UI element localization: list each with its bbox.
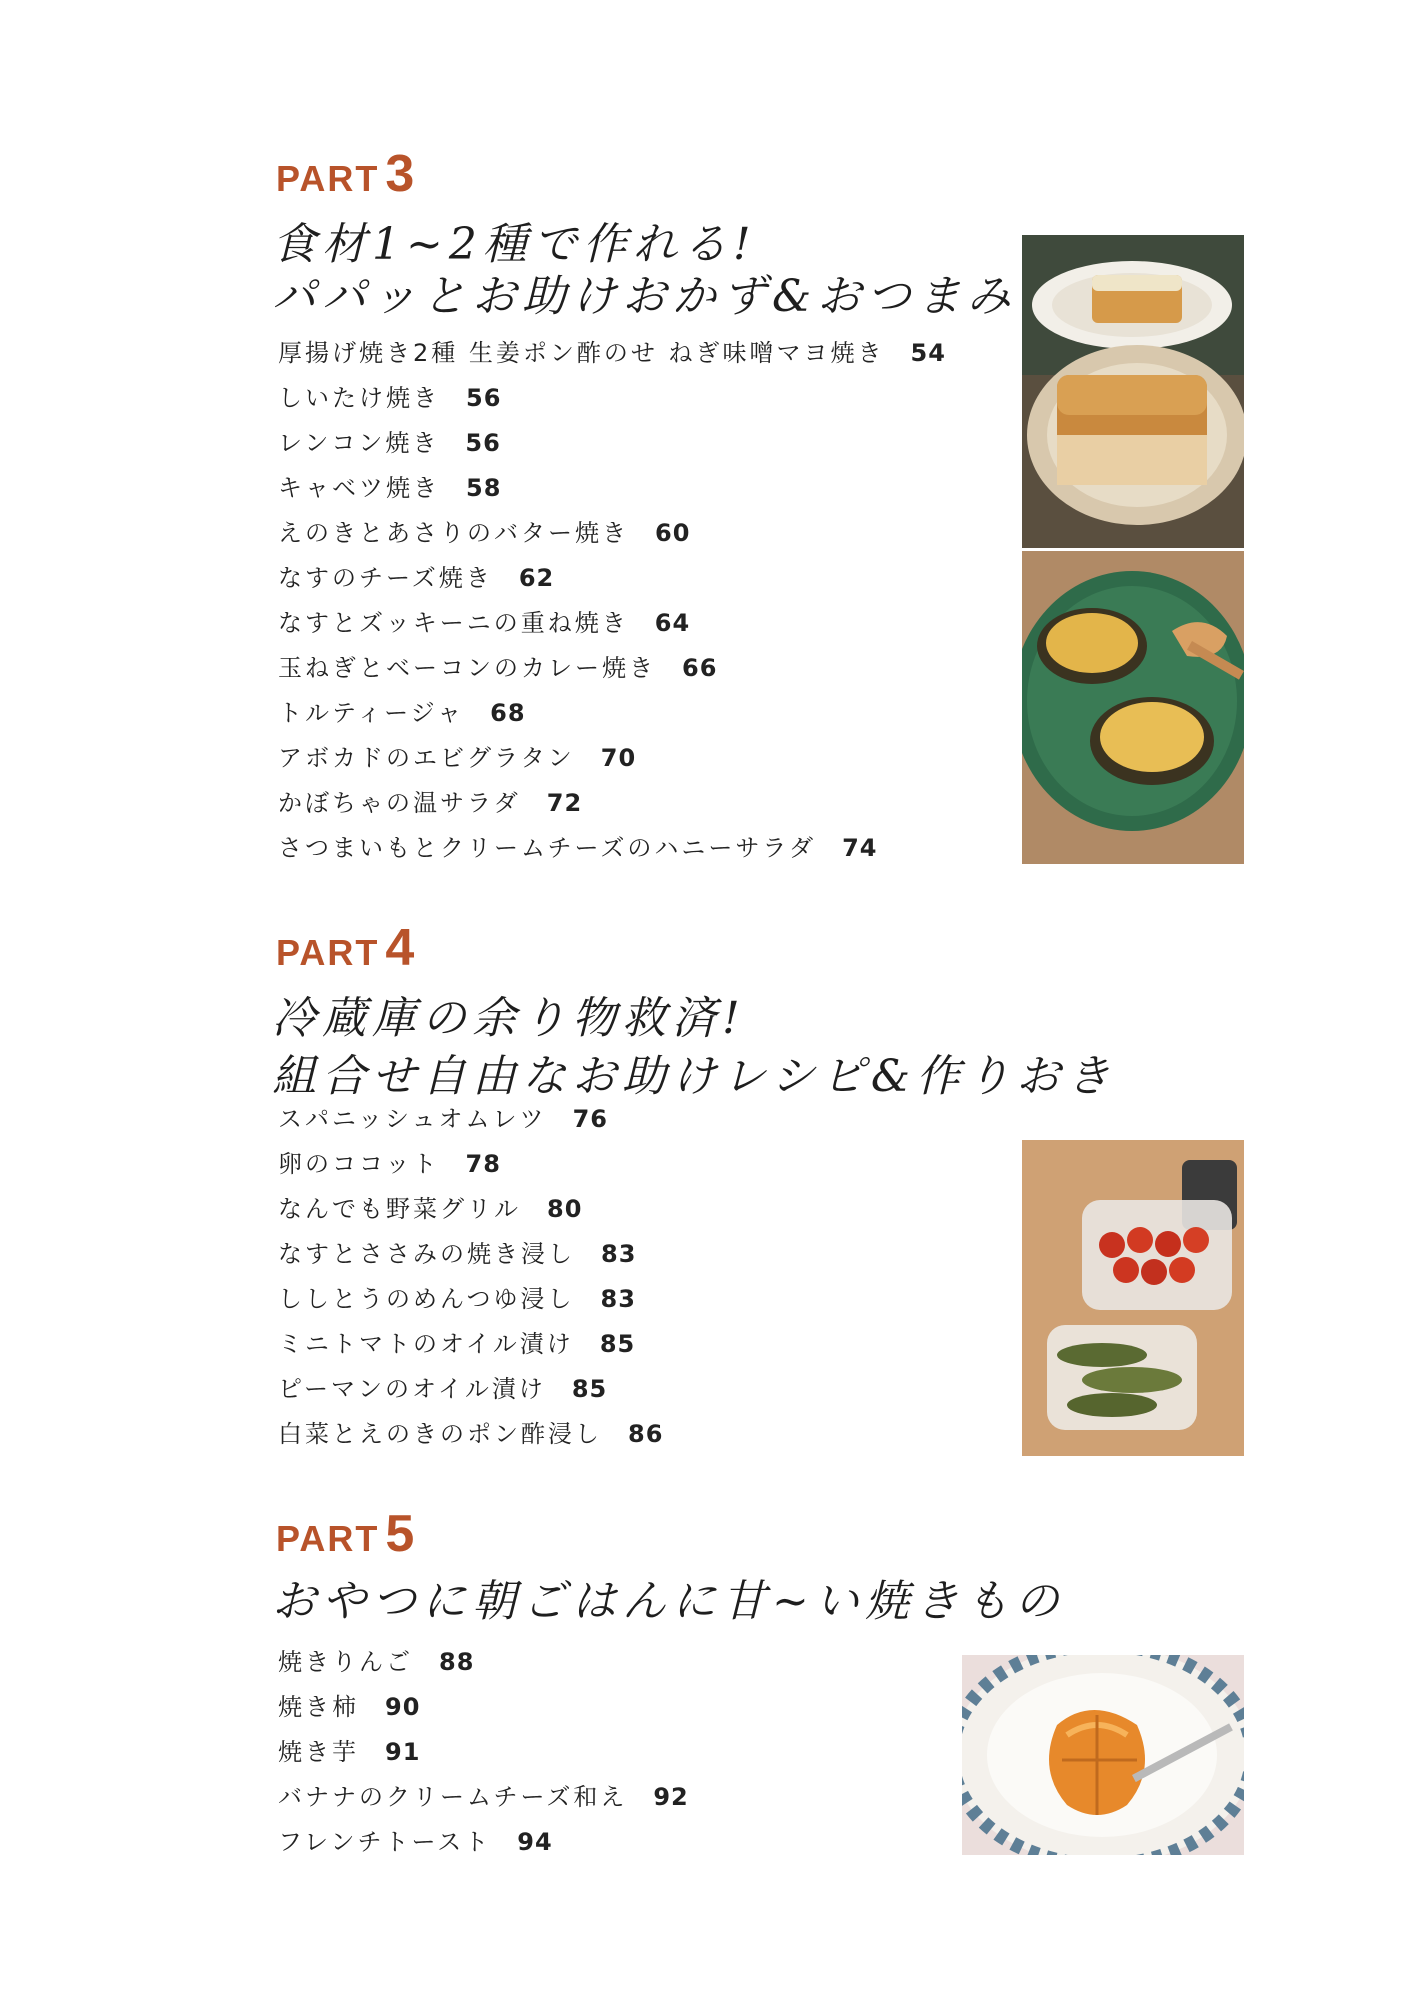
part-5-label bbox=[276, 1504, 416, 1564]
toc-page: 83 bbox=[601, 1240, 637, 1268]
toc-item[interactable] bbox=[278, 1187, 663, 1232]
toc-title: レンコン焼き bbox=[278, 429, 440, 457]
toc-page: 92 bbox=[653, 1783, 689, 1811]
toc-title: ししとうのめんつゆ浸し bbox=[278, 1285, 575, 1313]
toc-title: 卵のココット bbox=[278, 1150, 440, 1178]
toc-title: トルティージャ bbox=[278, 699, 465, 727]
toc-item[interactable] bbox=[278, 736, 946, 781]
toc-page: 91 bbox=[385, 1738, 421, 1766]
toc-title: フレンチトースト bbox=[278, 1828, 492, 1856]
toc-item[interactable] bbox=[278, 511, 946, 556]
part-3-headline-1: 食材1~2種で作れる! bbox=[272, 219, 757, 270]
toc-page: 56 bbox=[466, 384, 502, 412]
toc-item[interactable] bbox=[278, 1730, 689, 1775]
toc-item[interactable] bbox=[278, 1232, 663, 1277]
toc-title: なすとささみの焼き浸し bbox=[278, 1240, 575, 1268]
toc-page: 76 bbox=[572, 1105, 608, 1133]
toc-item[interactable] bbox=[278, 1142, 663, 1187]
toc-title: なすとズッキーニの重ね焼き bbox=[278, 609, 629, 637]
toc-item[interactable] bbox=[278, 646, 946, 691]
toc-page: 66 bbox=[682, 654, 718, 682]
part-3-headline-2: パパッとお助けおかず&おつまみ bbox=[272, 271, 1017, 322]
toc-page: 83 bbox=[600, 1285, 636, 1313]
toc-item[interactable] bbox=[278, 1322, 663, 1367]
toc-item[interactable] bbox=[278, 331, 946, 376]
toc-page: 85 bbox=[571, 1375, 608, 1403]
toc-title: さつまいもとクリームチーズのハニーサラダ bbox=[278, 834, 817, 862]
toc-page: 88 bbox=[439, 1648, 475, 1676]
toc-title: バナナのクリームチーズ和え bbox=[278, 1783, 628, 1811]
toc-page: 80 bbox=[547, 1195, 583, 1223]
toc-title: なすのチーズ焼き bbox=[278, 564, 493, 592]
part-4-label bbox=[276, 918, 416, 978]
part-word: PART bbox=[276, 158, 380, 199]
toc-title: 焼きりんご bbox=[278, 1648, 413, 1676]
toc-item[interactable] bbox=[278, 1820, 689, 1865]
part-3-label bbox=[276, 144, 416, 204]
toc-page: 68 bbox=[490, 699, 526, 727]
toc-item[interactable] bbox=[278, 1775, 689, 1820]
toc-page: 58 bbox=[466, 474, 502, 502]
part-number: 5 bbox=[385, 1505, 417, 1563]
toc-page: 54 bbox=[910, 339, 946, 367]
toc-item[interactable] bbox=[278, 556, 946, 601]
toc-item[interactable] bbox=[278, 1640, 689, 1685]
part-word: PART bbox=[276, 932, 380, 973]
part-5-toc bbox=[278, 1640, 689, 1865]
toc-page: 62 bbox=[518, 564, 555, 592]
part-5-headline-1: おやつに朝ごはんに甘~い焼きもの bbox=[272, 1576, 1065, 1627]
toc-item[interactable] bbox=[278, 376, 946, 421]
toc-page: 56 bbox=[465, 429, 501, 457]
toc-title: 焼き柿 bbox=[278, 1693, 359, 1721]
toc-title: キャベツ焼き bbox=[278, 474, 440, 502]
toc-title: 厚揚げ焼き2種 生姜ポン酢のせ ねぎ味噌マヨ焼き bbox=[278, 339, 885, 367]
part-4-toc bbox=[278, 1097, 663, 1457]
toc-page: 72 bbox=[546, 789, 583, 817]
pickled-vegetables-photo bbox=[1022, 1140, 1244, 1456]
toc-page: 60 bbox=[655, 519, 691, 547]
toc-page: 74 bbox=[842, 834, 878, 862]
toc-title: 玉ねぎとベーコンのカレー焼き bbox=[278, 654, 656, 682]
toc-item[interactable] bbox=[278, 421, 946, 466]
toc-page: 64 bbox=[654, 609, 691, 637]
toc-title: 焼き芋 bbox=[278, 1738, 359, 1766]
toc-item[interactable] bbox=[278, 601, 946, 646]
part-word: PART bbox=[276, 1518, 380, 1559]
toc-page: 86 bbox=[628, 1420, 664, 1448]
toc-title: えのきとあさりのバター焼き bbox=[278, 519, 629, 547]
part-3-toc bbox=[278, 331, 946, 871]
toc-item[interactable] bbox=[278, 826, 946, 871]
toc-title: スパニッシュオムレツ bbox=[278, 1105, 547, 1133]
toc-page: 85 bbox=[599, 1330, 636, 1358]
toc-item[interactable] bbox=[278, 1685, 689, 1730]
toc-page: 78 bbox=[465, 1150, 501, 1178]
toc-title: なんでも野菜グリル bbox=[278, 1195, 521, 1223]
toc-item[interactable] bbox=[278, 1367, 663, 1412]
toc-title: しいたけ焼き bbox=[278, 384, 440, 412]
part-4-headline-1: 冷蔵庫の余り物救済! bbox=[272, 993, 746, 1044]
toc-item[interactable] bbox=[278, 691, 946, 736]
toc-title: かぼちゃの温サラダ bbox=[278, 789, 521, 817]
toc-title: ピーマンのオイル漬け bbox=[278, 1375, 546, 1403]
toc-page: 90 bbox=[385, 1693, 421, 1721]
part-number: 4 bbox=[385, 919, 417, 977]
toc-page: 94 bbox=[517, 1828, 553, 1856]
baked-persimmon-photo bbox=[962, 1655, 1244, 1855]
toc-title: ミニトマトのオイル漬け bbox=[278, 1330, 574, 1358]
toc-title: アボカドのエビグラタン bbox=[278, 744, 575, 772]
part-4-headline-2: 組合せ自由なお助けレシピ&作りおき bbox=[272, 1051, 1117, 1102]
avocado-gratin-photo bbox=[1022, 551, 1244, 864]
toc-title: 白菜とえのきのポン酢浸し bbox=[278, 1420, 602, 1448]
toc-page: 70 bbox=[600, 744, 637, 772]
toc-item[interactable] bbox=[278, 1097, 663, 1142]
toc-item[interactable] bbox=[278, 781, 946, 826]
toc-item[interactable] bbox=[278, 466, 946, 511]
part-number: 3 bbox=[385, 145, 417, 203]
fried-tofu-photo bbox=[1022, 235, 1244, 548]
toc-item[interactable] bbox=[278, 1277, 663, 1322]
toc-item[interactable] bbox=[278, 1412, 663, 1457]
